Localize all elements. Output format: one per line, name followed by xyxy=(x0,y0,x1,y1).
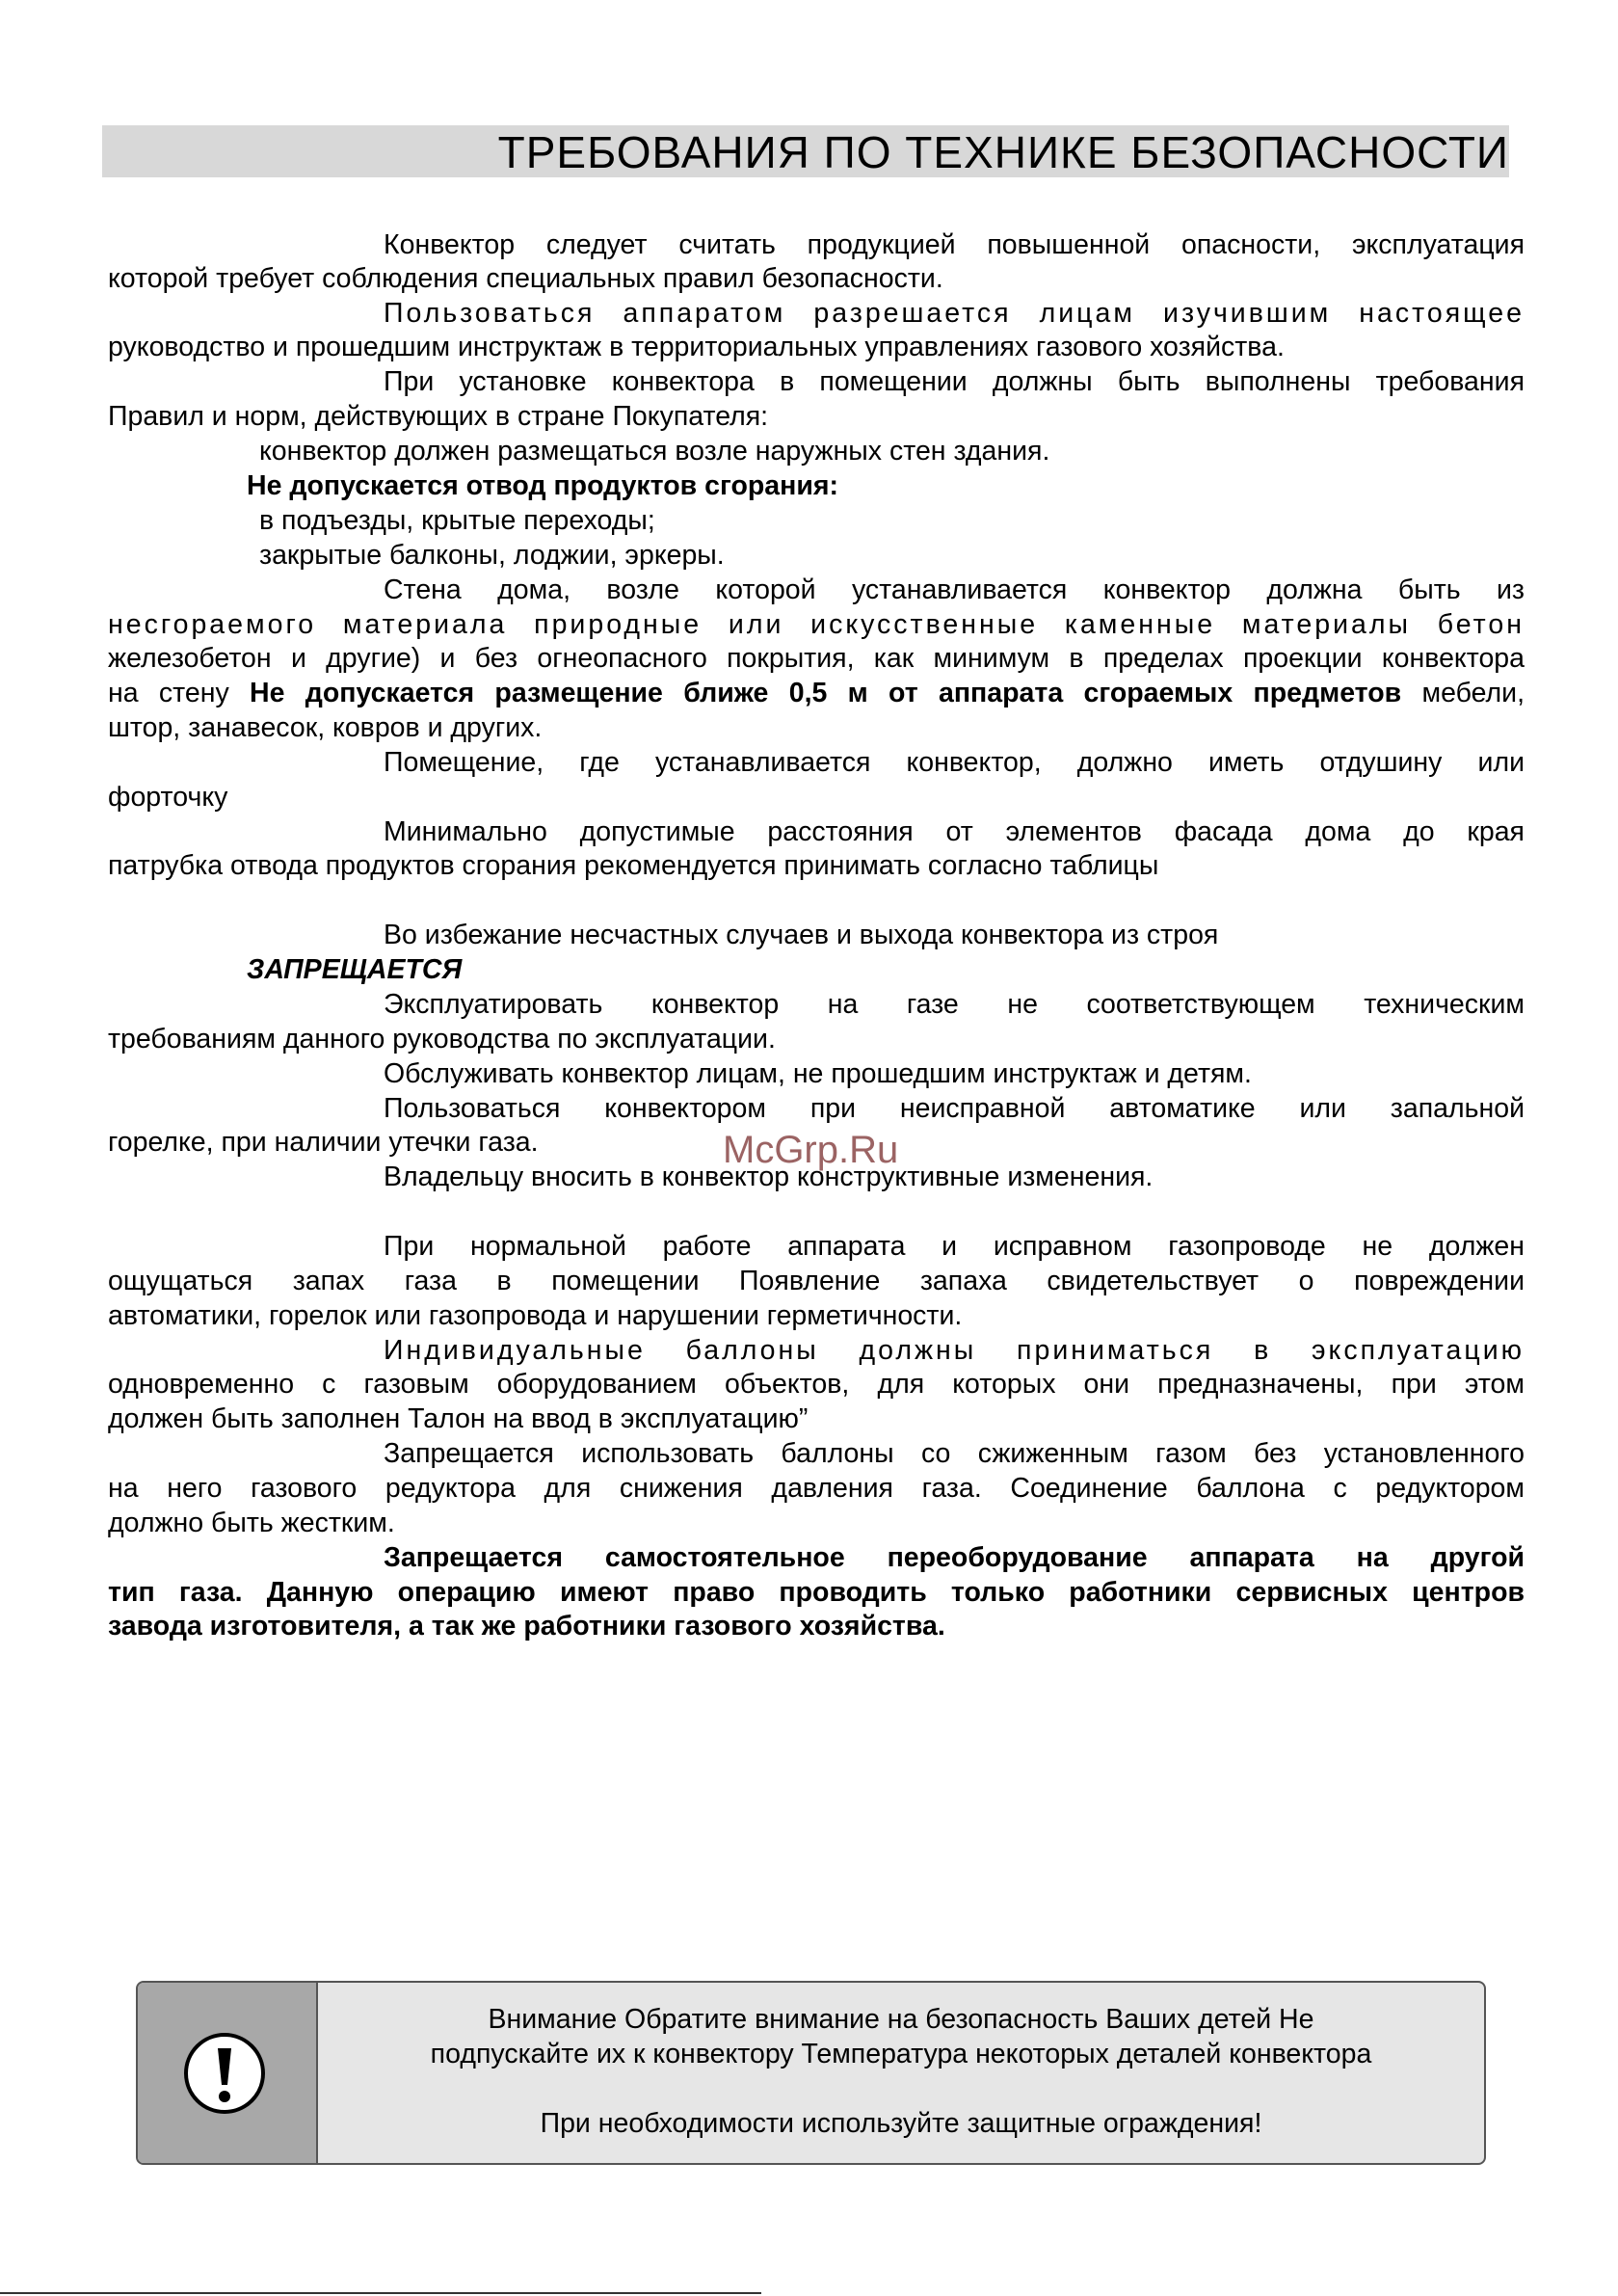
emphasis-text: Не допускается размещение ближе 0,5 м от аппарата сгораемых предметов xyxy=(250,678,1402,708)
list-item: в подъезды, крытые переходы; xyxy=(259,505,655,536)
paragraph-line: При установке конвектора в помещении должны быть выполнены требования xyxy=(384,366,1525,397)
paragraph-line: Пользоваться конвектором при неисправной автоматике или запальной xyxy=(384,1093,1525,1124)
paragraph-line: которой требует соблюдения специальных правил безопасности. xyxy=(108,263,943,294)
page-title-bar xyxy=(102,125,1509,177)
paragraph-line: Обслуживать конвектор лицам, не прошедшим инструктаж и детям. xyxy=(384,1058,1252,1089)
paragraph-line: Запрещается использовать баллоны со сжиженным газом без установленного xyxy=(384,1438,1525,1469)
line-text: мебели, xyxy=(1421,678,1525,708)
paragraph-line: должно быть жестким. xyxy=(108,1508,395,1538)
warning-text-line: При необходимости используйте защитные ограждения! xyxy=(540,2108,1262,2139)
warning-text-line: подпускайте их к конвектору Температура некоторых деталей конвектора xyxy=(430,2039,1372,2069)
watermark: McGrp.Ru xyxy=(723,1129,899,1171)
paragraph-line: Запрещается самостоятельное переоборудование аппарата на другой xyxy=(384,1542,1525,1573)
paragraph-line: ощущаться запах газа в помещении Появление запаха свидетельствует о повреждении xyxy=(108,1266,1525,1296)
paragraph-line: одновременно с газовым оборудованием объектов, для которых они предназначены, при этом xyxy=(108,1369,1525,1400)
paragraph-line: должен быть заполнен Талон на ввод в эксплуатацию” xyxy=(108,1403,809,1434)
paragraph-line: несгораемого материала природные или искусственные каменные материалы бетон xyxy=(108,609,1525,640)
paragraph-line: на него газового редуктора для снижения давления газа. Соединение баллона с редуктором xyxy=(108,1473,1525,1504)
paragraph-line: Владельцу вносить в конвектор конструктивные изменения. xyxy=(384,1161,1154,1192)
page-title: ТРЕБОВАНИЯ ПО ТЕХНИКЕ БЕЗОПАСНОСТИ xyxy=(497,127,1509,177)
footer-divider xyxy=(0,2292,761,2294)
paragraph-line: конвектор должен размещаться возле наружных стен здания. xyxy=(259,436,1050,467)
paragraph-line: патрубка отвода продуктов сгорания рекомендуется принимать согласно таблицы xyxy=(108,850,1159,881)
paragraph-line: Правил и норм, действующих в стране Покупателя: xyxy=(108,401,769,432)
paragraph-line xyxy=(108,676,1525,710)
paragraph-line: Индивидуальные баллоны должны приниматься в эксплуатацию xyxy=(384,1335,1525,1366)
paragraph-line: тип газа. Данную операцию имеют право проводить только работники сервисных центров xyxy=(108,1577,1525,1608)
paragraph-line: горелке, при наличии утечки газа. xyxy=(108,1127,539,1158)
paragraph-line: Пользоваться аппаратом разрешается лицам изучившим настоящее xyxy=(384,298,1525,329)
paragraph-line: Эксплуатировать конвектор на газе не соответствующем техническим xyxy=(384,989,1525,1020)
paragraph-line: автоматики, горелок или газопровода и нарушении герметичности. xyxy=(108,1300,963,1331)
paragraph-line: Стена дома, возле которой устанавливается конвектор должна быть из xyxy=(384,574,1525,605)
paragraph-line: Во избежание несчастных случаев и выхода конвектора из строя xyxy=(384,920,1219,950)
line-text: на стену xyxy=(108,678,229,708)
paragraph-line: При нормальной работе аппарата и исправном газопроводе не должен xyxy=(384,1231,1525,1262)
list-item: закрытые балконы, лоджии, эркеры. xyxy=(259,540,725,571)
warning-text-line: Внимание Обратите внимание на безопасность Ваших детей Не xyxy=(488,2004,1314,2035)
paragraph-line: железобетон и другие) и без огнеопасного покрытия, как минимум в пределах проекции конвектора xyxy=(108,643,1525,674)
section-heading: ЗАПРЕЩАЕТСЯ xyxy=(247,954,463,985)
paragraph-line: завода изготовителя, а так же работники газового хозяйства. xyxy=(108,1611,945,1642)
paragraph-line: руководство и прошедшим инструктаж в территориальных управлениях газового хозяйства. xyxy=(108,332,1285,362)
paragraph-line: Минимально допустимые расстояния от элементов фасада дома до края xyxy=(384,816,1525,847)
warning-box xyxy=(136,1981,1486,2165)
paragraph-line: штор, занавесок, ковров и других. xyxy=(108,712,543,743)
exclamation-icon xyxy=(182,2031,267,2116)
paragraph-line: форточку xyxy=(108,782,228,813)
paragraph-line: Помещение, где устанавливается конвектор, должно иметь отдушину или xyxy=(384,747,1525,778)
paragraph-heading: Не допускается отвод продуктов сгорания: xyxy=(247,470,838,501)
paragraph-line: требованиям данного руководства по эксплуатации. xyxy=(108,1024,776,1055)
paragraph-line: Конвектор следует считать продукцией повышенной опасности, эксплуатация xyxy=(384,229,1525,260)
warning-icon-panel xyxy=(138,1983,318,2163)
